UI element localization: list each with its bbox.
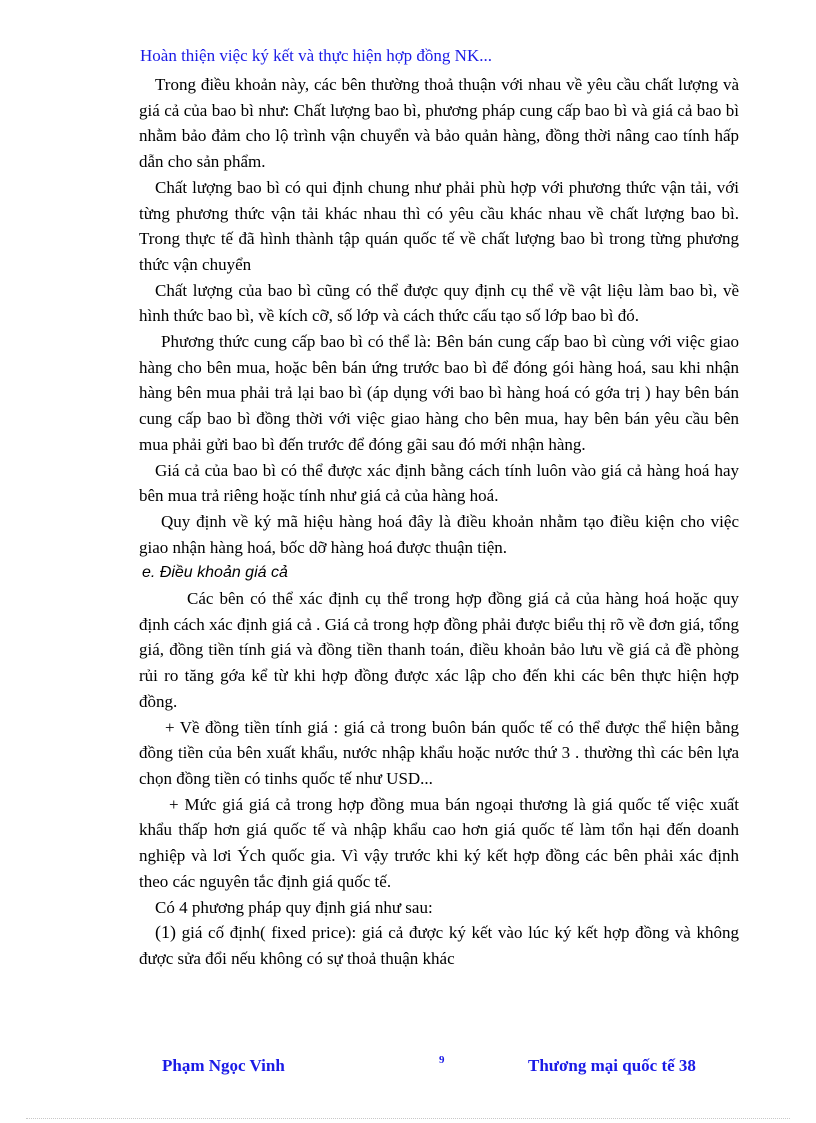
paragraph-price-currency: + Về đồng tiền tính giá : giá cả trong buôn bán quốc tế có thể được thể hiện bằng đồng tiền của bên xuất khẩu, nước nhập khẩu hoặc nước thứ 3 . thường thì các bên lựa chọn đồng tiền có tinhs quốc tế như USD... — [139, 717, 739, 788]
page-number: 9 — [439, 1054, 445, 1066]
body-text — [139, 72, 739, 972]
page-footer — [0, 1054, 816, 1078]
footer-class: Thương mại quốc tế 38 — [528, 1056, 696, 1075]
paragraph-price-level: + Mức giá giá cả trong hợp đồng mua bán ngoại thương là giá quốc tế việc xuất khẩu thấp hơn giá quốc tế và nhập khẩu cao hơn giá quốc tế làm tổn hại đến doanh nghiệp và lơi Ých quốc gia. Vì vậy trước khi ký kết hợp đồng các bên phải xác định theo các nguyên tắc định giá quốc tế. — [139, 794, 739, 891]
paragraph-price-determination: Các bên có thể xác định cụ thể trong hợp đồng giá cả của hàng hoá hoặc quy định cách xác định giá cả . Giá cả trong hợp đồng phải được biểu thị rõ về đơn giá, tổng giá, đồng tiền tính giá và đồng tiền thanh toán, điều khoản bảo lưu về giá cả đề phòng rủi ro tăng gớa kể từ khi hợp đồng được xác lập cho đến khi các bên thực hiện hợp đồng. — [139, 589, 739, 711]
list-item-text: giá cố định( fixed price): giá cả được ký kết vào lúc ký kết hợp đồng và không được sửa đổi nếu không có sự thoả thuận khác — [139, 923, 739, 968]
list-marker: (1) — [155, 922, 176, 943]
section-heading-price-terms: e. Điều khoản giá cả — [142, 564, 288, 582]
page-bottom-divider — [26, 1118, 790, 1119]
paragraph-packaging-price: Giá cả của bao bì có thể được xác định bằng cách tính luôn vào giá cả hàng hoá hay bên mua trả riêng hoặc tính như giá cả của hàng hoá. — [139, 460, 739, 506]
paragraph-price-methods: Có 4 phương pháp quy định giá như sau: — [155, 897, 433, 917]
paragraph-packaging-material: Chất lượng của bao bì cũng có thể được quy định cụ thể về vật liệu làm bao bì, về hình thức bao bì, về kích cỡ, số lớp và cách thức cấu tạo số lớp bao bì đó. — [139, 280, 739, 326]
footer-author: Phạm Ngọc Vinh — [162, 1056, 285, 1075]
paragraph-marking: Quy định về ký mã hiệu hàng hoá đây là điều khoản nhằm tạo điều kiện cho việc giao nhận hàng hoá, bốc dỡ hàng hoá được thuận tiện. — [139, 511, 739, 557]
paragraph-packaging-supply: Phương thức cung cấp bao bì có thể là: Bên bán cung cấp bao bì cùng với việc giao hàng cho bên mua, hoặc bên bán ứng trước bao bì để đóng gói hàng hoá, sau khi nhận hàng bên mua phải trả lại bao bì (áp dụng với bao bì hàng hoá có gớa trị ) hay bên bán cung cấp bao bì đồng thời với việc giao hàng cho bên mua, hay bên bán yêu cầu bên mua phải gửi bao bì đến trước để đóng gãi sau đó mới nhận hàng. — [139, 332, 739, 454]
paragraph-packaging-quality: Chất lượng bao bì có qui định chung như phải phù hợp với phương thức vận tải, với từng phương thức vận tải khác nhau thì có yêu cầu khác nhau về chất lượng bao bì. Trong thực tế đã hình thành tập quán quốc tế về chất lượng bao bì trong từng phương thức vận chuyển — [139, 177, 739, 274]
paragraph-packaging-terms: Trong điều khoản này, các bên thường thoả thuận với nhau về yêu cầu chất lượng và giá cả của bao bì như: Chất lượng bao bì, phương pháp cung cấp bao bì và giá cả bao bì nhằm bảo đảm cho lộ trình vận chuyển và bảo quản hàng, đồng thời nâng cao tính hấp dẫn cho sản phẩm. — [139, 75, 739, 172]
running-header: Hoàn thiện việc ký kết và thực hiện hợp đồng NK... — [140, 46, 492, 65]
list-item-fixed-price — [139, 920, 739, 971]
